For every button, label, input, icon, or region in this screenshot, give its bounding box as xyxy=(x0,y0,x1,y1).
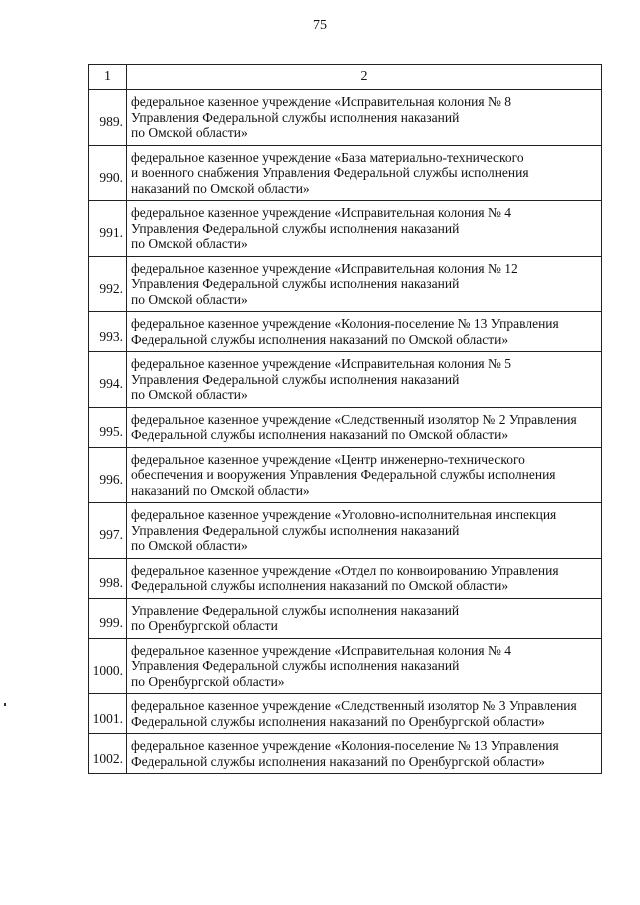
row-number: 1000. xyxy=(89,638,127,694)
institution-name: федеральное казенное учреждение «Исправительная колония № 4 Управления Федеральной службы исполнения наказаний по Оренбургской области» xyxy=(127,638,602,694)
table-row xyxy=(89,598,602,638)
institution-name: федеральное казенное учреждение «Колония-поселение № 13 Управления Федеральной службы исполнения наказаний по Омской области» xyxy=(127,312,602,352)
institution-name: федеральное казенное учреждение «Отдел по конвоированию Управления Федеральной службы исполнения наказаний по Омской области» xyxy=(127,558,602,598)
row-number: 993. xyxy=(89,312,127,352)
column-header-number: 1 xyxy=(89,65,127,90)
institution-name: федеральное казенное учреждение «Исправительная колония № 12 Управления Федеральной службы исполнения наказаний по Омской области» xyxy=(127,256,602,312)
table-row xyxy=(89,312,602,352)
institution-name: федеральное казенное учреждение «Исправительная колония № 8 Управления Федеральной службы исполнения наказаний по Омской области» xyxy=(127,90,602,146)
table-row xyxy=(89,694,602,734)
table-row xyxy=(89,503,602,559)
row-number: 999. xyxy=(89,598,127,638)
institutions-table xyxy=(88,64,602,774)
table-row xyxy=(89,352,602,408)
table-header xyxy=(89,65,602,90)
table-row xyxy=(89,145,602,201)
row-number: 990. xyxy=(89,145,127,201)
table-body xyxy=(89,90,602,774)
scan-mark xyxy=(4,703,6,706)
row-number: 997. xyxy=(89,503,127,559)
table-row xyxy=(89,201,602,257)
row-number: 996. xyxy=(89,447,127,503)
page-number: 75 xyxy=(313,18,327,33)
table-row xyxy=(89,447,602,503)
table-row xyxy=(89,638,602,694)
table-row xyxy=(89,734,602,774)
table-header-row xyxy=(89,65,602,90)
row-number: 991. xyxy=(89,201,127,257)
row-number: 998. xyxy=(89,558,127,598)
institution-name: федеральное казенное учреждение «Исправительная колония № 5 Управления Федеральной службы исполнения наказаний по Омской области» xyxy=(127,352,602,408)
column-header-name: 2 xyxy=(127,65,602,90)
institution-name: федеральное казенное учреждение «Следственный изолятор № 2 Управления Федеральной службы исполнения наказаний по Омской области» xyxy=(127,407,602,447)
institution-name: федеральное казенное учреждение «Исправительная колония № 4 Управления Федеральной службы исполнения наказаний по Омской области» xyxy=(127,201,602,257)
institution-name: федеральное казенное учреждение «База материально-технического и военного снабжения Управления Федеральной службы исполнения наказаний по Омской области» xyxy=(127,145,602,201)
row-number: 1002. xyxy=(89,734,127,774)
institution-name: федеральное казенное учреждение «Центр инженерно-технического обеспечения и вооружения Управления Федеральной службы исполнения наказаний по Омской области» xyxy=(127,447,602,503)
row-number: 994. xyxy=(89,352,127,408)
institution-name: федеральное казенное учреждение «Уголовно-исполнительная инспекция Управления Федеральной службы исполнения наказаний по Омской области» xyxy=(127,503,602,559)
table-row xyxy=(89,407,602,447)
institution-name: федеральное казенное учреждение «Следственный изолятор № 3 Управления Федеральной службы исполнения наказаний по Оренбургской области» xyxy=(127,694,602,734)
institution-name: федеральное казенное учреждение «Колония-поселение № 13 Управления Федеральной службы исполнения наказаний по Оренбургской области» xyxy=(127,734,602,774)
institution-name: Управление Федеральной службы исполнения наказаний по Оренбургской области xyxy=(127,598,602,638)
table-row xyxy=(89,90,602,146)
row-number: 1001. xyxy=(89,694,127,734)
table-row xyxy=(89,256,602,312)
table-row xyxy=(89,558,602,598)
row-number: 995. xyxy=(89,407,127,447)
row-number: 992. xyxy=(89,256,127,312)
row-number: 989. xyxy=(89,90,127,146)
